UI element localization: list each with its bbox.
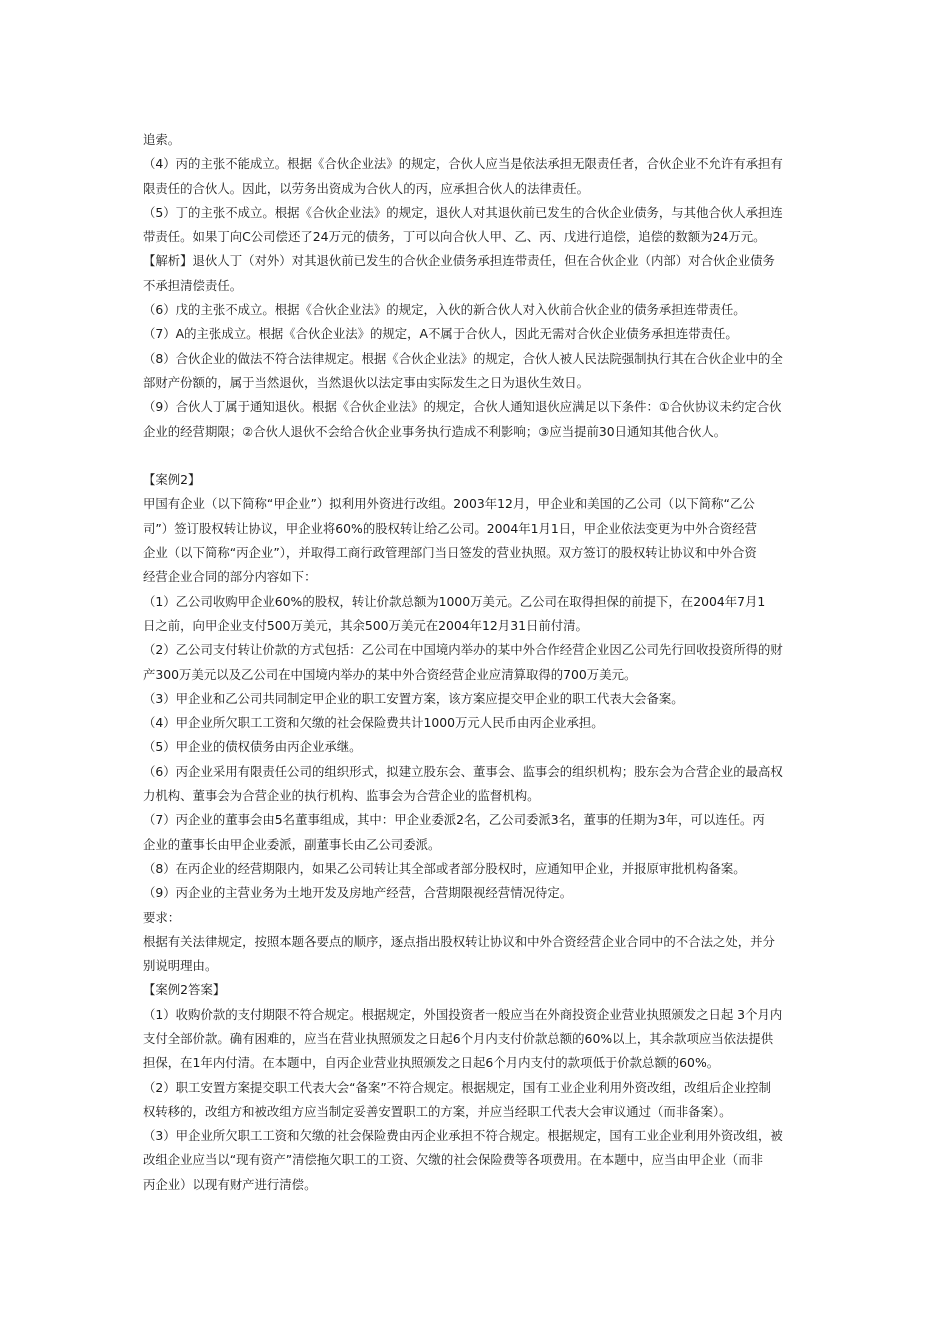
text-line: 带责任。如果丁向C公司偿还了24万元的债务，丁可以向合伙人甲、乙、丙、戊进行追偿，追偿的数额为24万元。 (143, 229, 766, 245)
text-line: 【案例2】 (143, 472, 201, 488)
text-line: （4）甲企业所欠职工工资和欠缴的社会保险费共计1000万元人民币由丙企业承担。 (143, 715, 604, 731)
text-line: 司”）签订股权转让协议，甲企业将60%的股权转让给乙公司。2004年1月1日，甲企业依法变更为中外合资经营 (143, 520, 758, 536)
text-line: （8）合伙企业的做法不符合法律规定。根据《合伙企业法》的规定，合伙人被人民法院强制执行其在合伙企业中的全 (143, 350, 783, 366)
text-line: （5）丁的主张不成立。根据《合伙企业法》的规定，退伙人对其退伙前已发生的合伙企业债务，与其他合伙人承担连 (143, 204, 783, 220)
text-line: （5）甲企业的债权债务由丙企业承继。 (143, 739, 362, 755)
text-line: 力机构、董事会为合营企业的执行机构、监事会为合营企业的监督机构。 (143, 788, 540, 804)
text-line: （3）甲企业和乙公司共同制定甲企业的职工安置方案，该方案应提交甲企业的职工代表大会备案。 (143, 690, 684, 706)
text-line: 支付全部价款。确有困难的，应当在营业执照颁发之日起6个月内支付价款总额的60%以上，其余款项应当依法提供 (143, 1030, 774, 1046)
text-line: 部财产份额的，属于当然退伙，当然退伙以法定事由实际发生之日为退伙生效日。 (143, 374, 590, 390)
text-line: （8）在丙企业的经营期限内，如果乙公司转让其全部或者部分股权时，应通知甲企业，并报原审批机构备案。 (143, 860, 746, 876)
document-body (143, 128, 807, 1197)
section-gap (143, 444, 807, 468)
text-line: （6）戊的主张不成立。根据《合伙企业法》的规定，入伙的新合伙人对入伙前合伙企业的债务承担连带责任。 (143, 302, 746, 318)
text-line: （7）丙企业的董事会由5名董事组成，其中：甲企业委派2名，乙公司委派3名，董事的任期为3年，可以连任。丙 (143, 812, 765, 828)
text-line: 要求： (143, 909, 181, 925)
text-line: 甲国有企业（以下简称“甲企业”）拟利用外资进行改组。2003年12月，甲企业和美国的乙公司（以下简称“乙公 (143, 496, 755, 512)
case-2-section (143, 468, 807, 1197)
text-line: 企业（以下简称“丙企业”），并取得工商行政管理部门当日签发的营业执照。双方签订的股权转让协议和中外合资 (143, 545, 757, 561)
text-line: （9）合伙人丁属于通知退伙。根据《合伙企业法》的规定，合伙人通知退伙应满足以下条件：①合伙协议未约定合伙 (143, 399, 782, 415)
text-line: 企业的董事长由甲企业委派，副董事长由乙公司委派。 (143, 836, 441, 852)
text-line: 别说明理由。 (143, 958, 218, 974)
text-line: 经营企业合同的部分内容如下： (143, 569, 317, 585)
text-line: 限责任的合伙人。因此，以劳务出资成为合伙人的丙，应承担合伙人的法律责任。 (143, 180, 590, 196)
text-line: 日之前，向甲企业支付500万美元，其余500万美元在2004年12月31日前付清。 (143, 617, 588, 633)
text-line: 根据有关法律规定，按照本题各要点的顺序，逐点指出股权转让协议和中外合资经营企业合同中的不合法之处，并分 (143, 933, 775, 949)
text-line: （1）收购价款的支付期限不符合规定。根据规定，外国投资者一般应当在外商投资企业营业执照颁发之日起 3个月内 (143, 1006, 783, 1022)
text-line: 改组企业应当以“现有资产”清偿拖欠职工的工资、欠缴的社会保险费等各项费用。在本题中，应当由甲企业（而非 (143, 1152, 763, 1168)
text-line: 权转移的，改组方和被改组方应当制定妥善安置职工的方案，并应当经职工代表大会审议通过（而非备案）。 (143, 1103, 732, 1119)
text-line: 产300万美元以及乙公司在中国境内举办的某中外合资经营企业应清算取得的700万美元。 (143, 666, 637, 682)
text-line: （9）丙企业的主营业务为土地开发及房地产经营，合营期限视经营情况待定。 (143, 885, 573, 901)
text-line: （7）A的主张成立。根据《合伙企业法》的规定，A不属于合伙人，因此无需对合伙企业债务承担连带责任。 (143, 326, 738, 342)
text-line: （3）甲企业所欠职工工资和欠缴的社会保险费由丙企业承担不符合规定。根据规定，国有工业企业利用外资改组，被 (143, 1128, 783, 1144)
text-line: 企业的经营期限；②合伙人退伙不会给合伙企业事务执行造成不利影响；③应当提前30日通知其他合伙人。 (143, 423, 727, 439)
text-line: 【案例2答案】 (143, 982, 226, 998)
text-line: 担保，在1年内付清。在本题中，自丙企业营业执照颁发之日起6个月内支付的款项低于价款总额的60%。 (143, 1055, 720, 1071)
text-line: （2）职工安置方案提交职工代表大会“备案”不符合规定。根据规定，国有工业企业利用外资改组，改组后企业控制 (143, 1079, 771, 1095)
text-line: 追索。 (143, 132, 181, 147)
text-line: （4）丙的主张不能成立。根据《合伙企业法》的规定，合伙人应当是依法承担无限责任者，合伙企业不允许有承担有 (143, 156, 783, 172)
text-line: 不承担清偿责任。 (143, 277, 243, 293)
text-line: （1）乙公司收购甲企业60%的股权，转让价款总额为1000万美元。乙公司在取得担保的前提下，在2004年7月1 (143, 593, 766, 609)
text-line: 丙企业）以现有财产进行清偿。 (143, 1176, 317, 1192)
text-line: （6）丙企业采用有限责任公司的组织形式，拟建立股东会、董事会、监事会的组织机构；股东会为合营企业的最高权 (143, 763, 783, 779)
case-1-answer-section (143, 128, 807, 444)
text-line: 【解析】退伙人丁（对外）对其退伙前已发生的合伙企业债务承担连带责任，但在合伙企业（内部）对合伙企业债务 (143, 253, 775, 269)
text-line: （2）乙公司支付转让价款的方式包括：乙公司在中国境内举办的某中外合作经营企业因乙公司先行回收投资所得的财 (143, 642, 783, 658)
